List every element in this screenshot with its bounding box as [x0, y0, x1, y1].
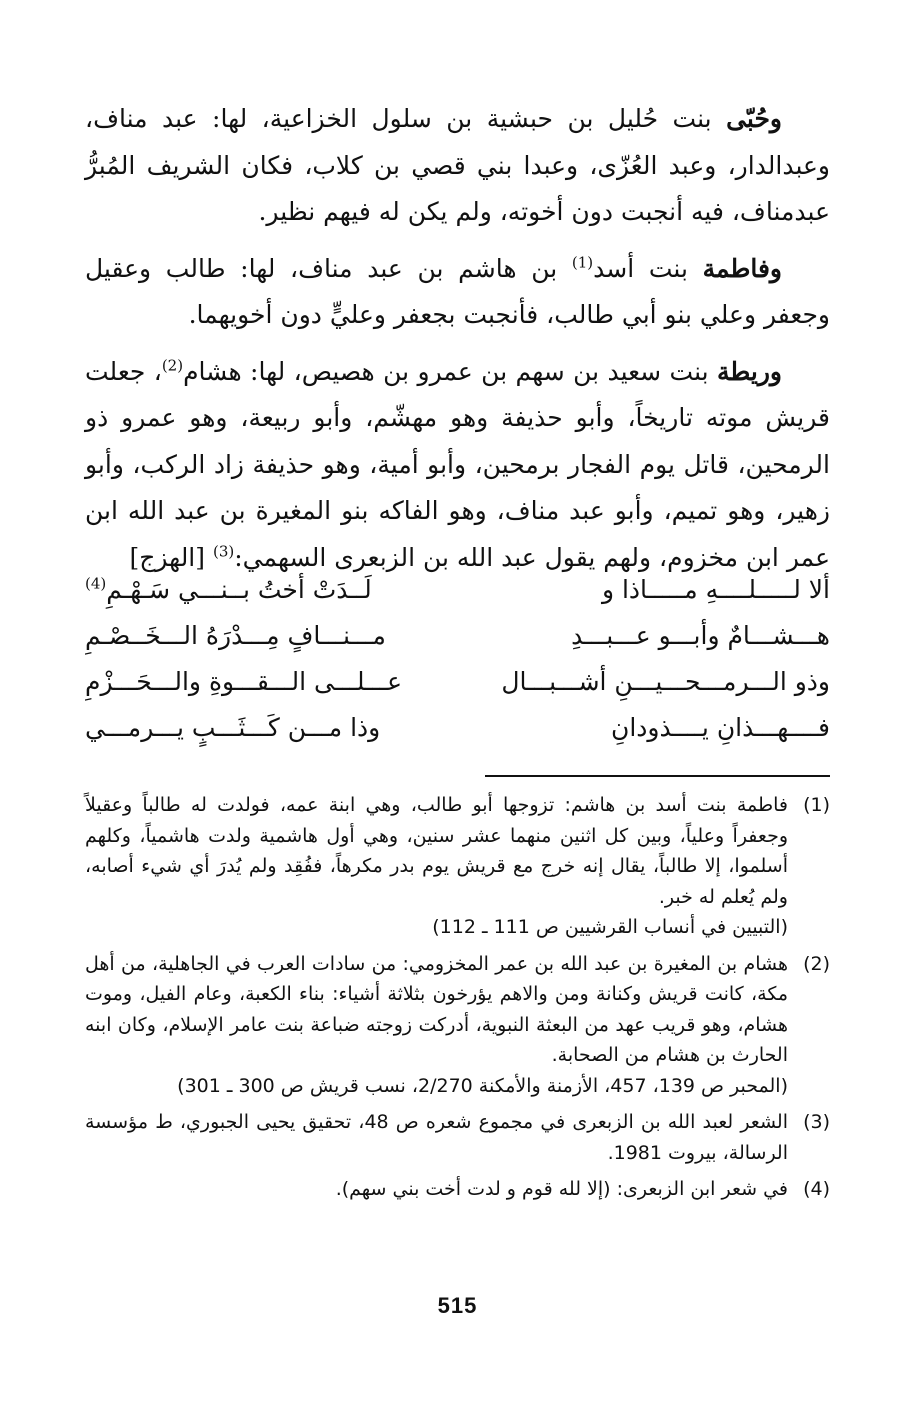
paragraph-hubba [85, 96, 830, 236]
paragraph-rayta [85, 349, 830, 582]
verse-first-hemistich: فــــهـــذانِ يــــذودانِ [610, 713, 830, 742]
paragraph-body: ، جعلت قريش موته تاريخاً، وأبو حذيفة وهو مهشّم، وأبو ربيعة، وهو عمرو ذو الرمحين، قاتل يوم الفجار برمحين، وأبو أمية، وهو حذيفة زاد الركب، وأبو زهير، وهو تميم، وأبو عبد مناف، وهو الفاكه بنو المغيرة بن عبد الله ابن عمر ابن مخزوم، ولهم يقول عبد الله بن الزبعرى السهمي: [85, 356, 830, 572]
footnote-2 [85, 949, 830, 1102]
paragraph-body: بنت حُليل بن حبشية بن سلول الخزاعية، لها: عبد مناف، وعبدالدار، وعبد العُزّى، وعبدا بني قصي بن كلاب، فكان الشريف المُبرُّ عبدمناف، فيه أنجبت دون أخوته، ولم يكن له فيهم نظير. [85, 104, 830, 226]
footnote-ref-2[interactable]: (2) [161, 356, 184, 375]
footnote-ref-3[interactable]: (3) [212, 542, 235, 561]
footnote-ref-1[interactable]: (1) [571, 253, 594, 272]
footnote-ref-4[interactable]: (4) [85, 574, 107, 593]
footnote-number: (3) [803, 1111, 830, 1133]
poem-meter: [الهزج] [129, 542, 213, 572]
footnote-number: (1) [803, 794, 830, 816]
verse-first-hemistich: هـــشـــامٌ وأبـــو عـــبـــدِ [571, 621, 830, 650]
paragraph-body: بنت سعيد بن سهم بن عمرو بن هصيص، لها: هشام [183, 356, 717, 386]
footnote-body [85, 949, 788, 1102]
paragraph-lead: وريطة [716, 356, 782, 386]
footnote-1 [85, 790, 830, 943]
verse-second-hemistich: عـــلـــى الـــقـــوةِ والـــحَـــزْمِ [85, 667, 403, 696]
footnote-number: (2) [803, 952, 830, 975]
poem-verse [85, 567, 830, 613]
paragraph-lead: وفاطمة [702, 253, 782, 283]
footnote-body [85, 790, 788, 943]
footnote-source: (التبيين في أنساب القرشيين ص 111 ـ 112) [432, 916, 788, 938]
paragraph-body: بن هاشم بن عبد مناف، لها: طالب وعقيل وجعفر وعلي بنو أبي طالب، فأنجبت بجعفر وعليٍّ دون أخويهما. [85, 253, 830, 329]
paragraph-body: بنت أسد [593, 253, 703, 283]
footnote-number: (4) [803, 1178, 830, 1200]
footnote-body [85, 1174, 788, 1205]
footnote-4 [85, 1174, 830, 1205]
poem-verse [85, 705, 830, 751]
footnote-text: فاطمة بنت أسد بن هاشم: تزوجها أبو طالب، وهي ابنة عمه، فولدت له طالباً وعقيلاً وجعفراً وعلياً، وبين كل اثنين منهما عشر سنين، وهي أول هاشمية ولدت هاشمياً، وكلهم أسلموا، إلا طالباً، يقال إنه خرج مع قريش يوم بدر مكرهاً، ففُقِد ولم يُدرَ أي شيء أصابه، ولم يُعلم له خبر. [85, 794, 788, 908]
footnote-body [85, 1107, 788, 1168]
paragraph-lead: وحُبّى [726, 104, 782, 133]
footnote-text: الشعر لعبد الله بن الزبعرى في مجموع شعره ص 48، تحقيق يحيى الجبوري، ط مؤسسة الرسالة، بيروت 1981. [85, 1111, 788, 1164]
page-number: 515 [437, 1293, 478, 1318]
poem-verse [85, 659, 830, 705]
verse-second-hemistich: وذا مـــن كَـــثَـــبٍ يـــرمـــي [85, 713, 381, 742]
poem-verse [85, 613, 830, 659]
verse-second-hemistich: مـــنـــافٍ مِـــدْرَهُ الـــخَــصْـمِ [85, 621, 386, 650]
main-text [85, 96, 830, 591]
footnote-text: هشام بن المغيرة بن عبد الله بن عمر المخزومي: من سادات العرب في الجاهلية، من أهل مكة، كانت قريش وكنانة ومن والاهم يؤرخون بثلاثة أشياء: بناء الكعبة، وعام الفيل، وموت هشام، وهو قريب عهد من البعثة النبوية، أدركت زوجته ضباعة بنت عامر الإسلام، وكان ابنه الحارث بن هشام من الصحابة. [85, 952, 788, 1066]
paragraph-fatima [85, 246, 830, 339]
footnote-text: في شعر ابن الزبعرى: (إلا لله قوم و لدت أخت بني سهم). [335, 1178, 788, 1200]
verse-second-hemistich [85, 567, 435, 613]
footnote-separator [485, 775, 830, 777]
footnote-3 [85, 1107, 830, 1168]
footnote-source: (المحبر ص 139، 457، الأزمنة والأمكنة 2/270، نسب قريش ص 300 ـ 301) [177, 1074, 788, 1097]
poem [85, 567, 830, 751]
verse-first-hemistich: وذو الـــرمـــحـــيـــنِ أشـــبـــال [501, 667, 830, 696]
verse-second-text: لَــدَتْ أختُ بــنـــي سَـهْـمِ [106, 575, 372, 604]
verse-first-hemistich: ألا لـــــلــــهِ مـــــاذا و [601, 575, 830, 604]
footnotes [85, 790, 830, 1211]
